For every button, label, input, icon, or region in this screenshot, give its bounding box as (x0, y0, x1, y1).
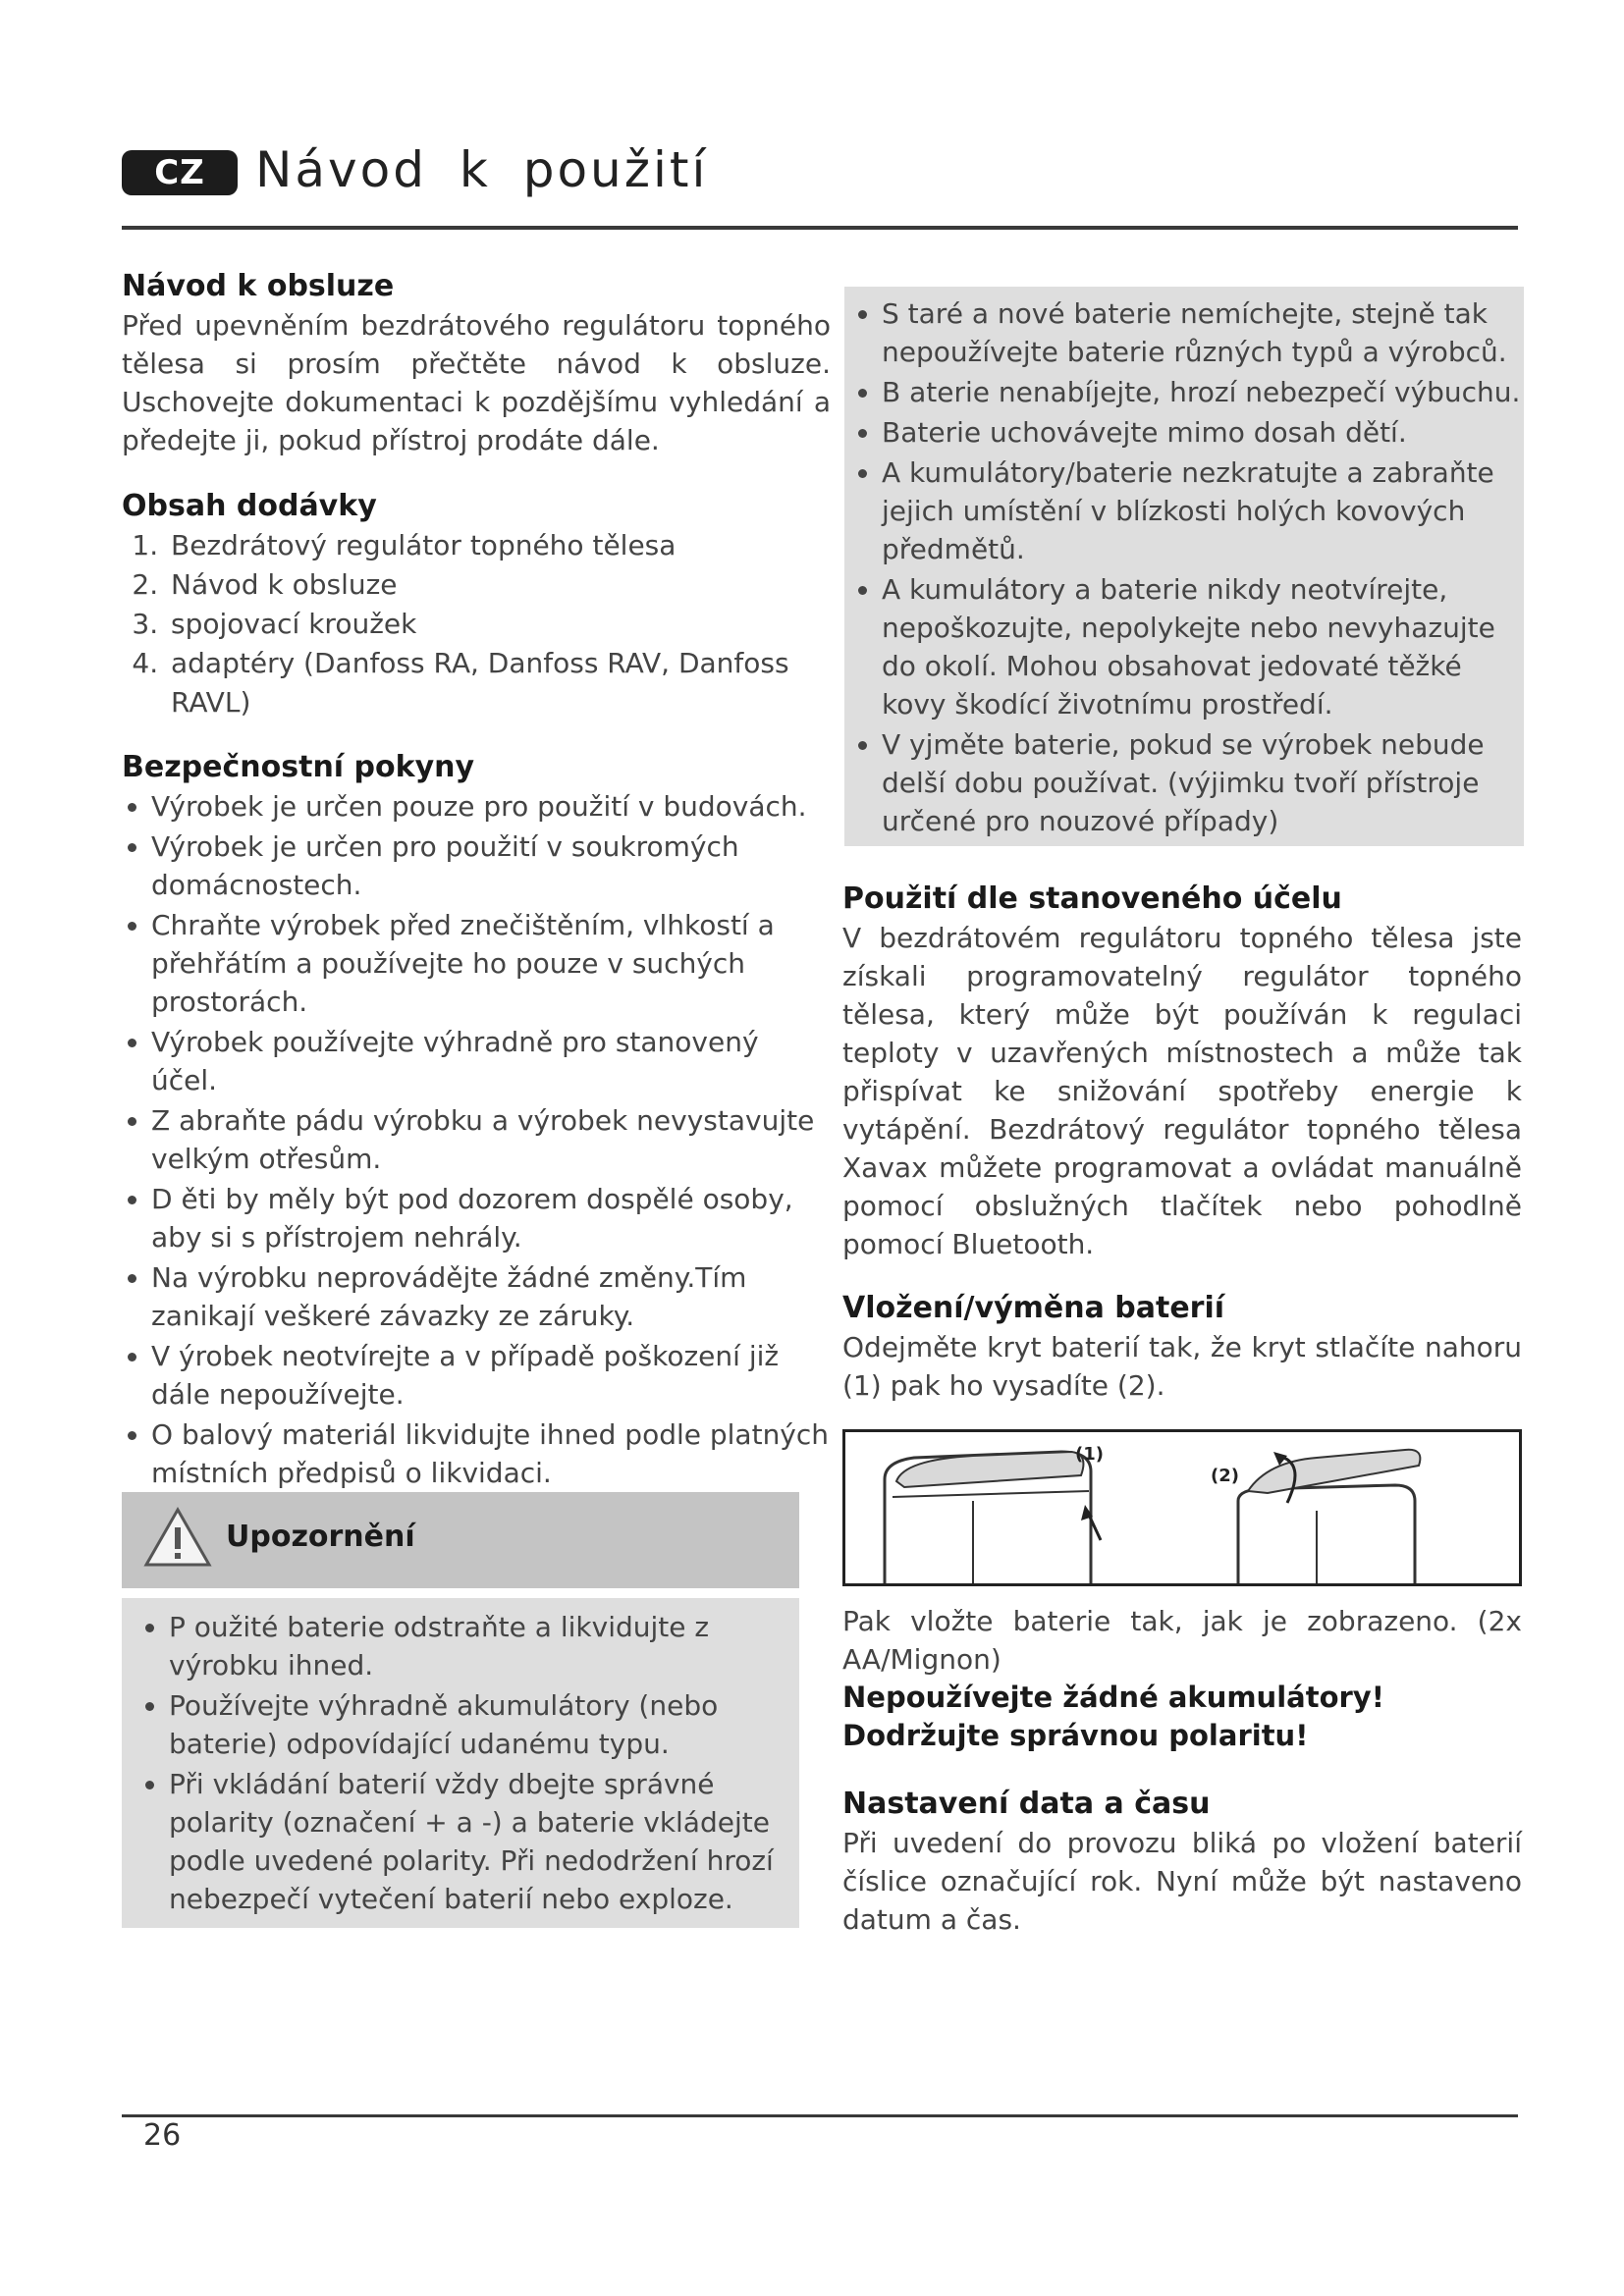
package-contents-list (122, 526, 831, 722)
list-item: • Výrobek je určen pro použití v soukromých domácnostech. (151, 828, 831, 904)
section-heading: Nastavení data a času (842, 1787, 1211, 1821)
warning-list (134, 1608, 791, 1918)
list-item: • Výrobek používejte výhradně pro stanovený účel. (151, 1023, 831, 1099)
list-item: • Na výrobku neprovádějte žádné změny.Tím zanikají veškeré závazky ze záruky. (151, 1258, 831, 1335)
figure-label-1: (1) (1075, 1444, 1104, 1465)
list-item: • Baterie uchovávejte mimo dosah dětí. (882, 413, 1524, 452)
battery-cover-figure (842, 1429, 1522, 1586)
list-item: • Výrobek je určen pouze pro použití v budovách. (151, 787, 831, 826)
page-number: 26 (143, 2118, 182, 2153)
device-illustration (845, 1432, 1519, 1583)
list-item: 1. Bezdrátový regulátor topného tělesa (167, 526, 831, 565)
list-item: • A kumulátory a baterie nikdy neotvírejte, nepoškozujte, nepolykejte nebo nevyhazujte do okolí. Mohou obsahovat jedovaté těžké kovy škodící životnímu prostředí. (882, 570, 1524, 723)
date-time-paragraph: Při uvedení do provozu bliká po vložení baterií číslice označující rok. Nyní může být nastaveno datum a čas. (842, 1827, 1522, 1936)
battery-safety-list (850, 294, 1524, 842)
intro-paragraph: Před upevněním bezdrátového regulátoru topného tělesa si prosím přečtěte návod k obsluze. Uschovejte dokumentaci k pozdějšímu vyhledání a předejte ji, pokud přístroj prodáte dále. (122, 309, 831, 456)
list-item: • B aterie nenabíjejte, hrozí nebezpečí výbuchu. (882, 373, 1524, 411)
list-item: • Z abraňte pádu výrobku a výrobek nevystavujte velkým otřesům. (151, 1101, 831, 1178)
warning-title: Upozornění (226, 1520, 415, 1554)
safety-list (122, 787, 831, 1492)
list-item: 2. Návod k obsluze (167, 565, 831, 605)
header-divider (122, 226, 1518, 230)
list-item: • P oužité baterie odstraňte a likvidujte z výrobku ihned. (169, 1608, 791, 1684)
list-item: • D ěti by měly být pod dozorem dospělé osoby, aby si s přístrojem nehrály. (151, 1180, 831, 1256)
polarity-warning: Nepoužívejte žádné akumulátory! Dodržujte správnou polaritu! (842, 1681, 1384, 1752)
list-item: • Při vkládání baterií vždy dbejte správné polarity (označení + a -) a baterie vkládejte podle uvedené polarity. Při nedodržení hrozí nebezpečí vytečení baterií nebo exploze. (169, 1765, 791, 1918)
section-heading: Obsah dodávky (122, 489, 377, 523)
right-column-upper (842, 880, 1522, 1405)
list-item: 3. spojovací kroužek (167, 605, 831, 644)
page-header (122, 137, 1518, 202)
language-badge: CZ (122, 150, 238, 195)
intended-use-paragraph: V bezdrátovém regulátoru topného tělesa jste získali programovatelný regulátor topného tělesa, který může být používán k regulaci teploty v uzavřených místnostech a může tak přispívat ke snižování spotřeby energie k vytápění. Bezdrátový regulátor topného tělesa Xavax můžete programovat a ovládat manuálně pomocí obslužných tlačítek nebo pohodlně pomocí Bluetooth. (842, 922, 1522, 1260)
warning-list-wrap (134, 1608, 791, 1920)
list-item: • V yjměte baterie, pokud se výrobek nebude delší dobu používat. (výjimku tvoří přístroje určené pro nouzové případy) (882, 725, 1524, 840)
section-heading: Návod k obsluze (122, 269, 395, 303)
footer-divider (122, 2114, 1518, 2117)
list-item: • V ýrobek neotvírejte a v případě poškození již dále nepoužívejte. (151, 1337, 831, 1414)
list-item: • A kumulátory/baterie nezkratujte a zabraňte jejich umístění v blízkosti holých kovových předmětů. (882, 454, 1524, 568)
warning-triangle-icon (143, 1506, 212, 1569)
section-heading: Použití dle stanoveného účelu (842, 881, 1342, 916)
section-heading: Vložení/výměna baterií (842, 1291, 1225, 1325)
left-column (122, 267, 831, 1494)
list-item: • S taré a nové baterie nemíchejte, stejně tak nepoužívejte baterie různých typů a výrobců. (882, 294, 1524, 371)
insert-batteries-text: Pak vložte baterie tak, jak je zobrazeno. (2x AA/Mignon) (842, 1605, 1522, 1676)
list-item: 4. adaptéry (Danfoss RA, Danfoss RAV, Danfoss RAVL) (167, 644, 831, 722)
right-column-lower (842, 1602, 1522, 1939)
list-item: • Chraňte výrobek před znečištěním, vlhkostí a přehřátím a používejte ho pouze v suchých prostorách. (151, 906, 831, 1021)
list-item: • Používejte výhradně akumulátory (nebo baterie) odpovídající udanému typu. (169, 1686, 791, 1763)
page-title: Návod k použití (255, 141, 709, 198)
section-heading: Bezpečnostní pokyny (122, 750, 475, 784)
list-item: • O balový materiál likvidujte ihned podle platných místních předpisů o likvidaci. (151, 1415, 831, 1492)
warning-header (122, 1492, 799, 1588)
figure-label-2: (2) (1211, 1466, 1239, 1486)
battery-paragraph: Odejměte kryt baterií tak, že kryt stlačíte nahoru (1) pak ho vysadíte (2). (842, 1331, 1522, 1402)
